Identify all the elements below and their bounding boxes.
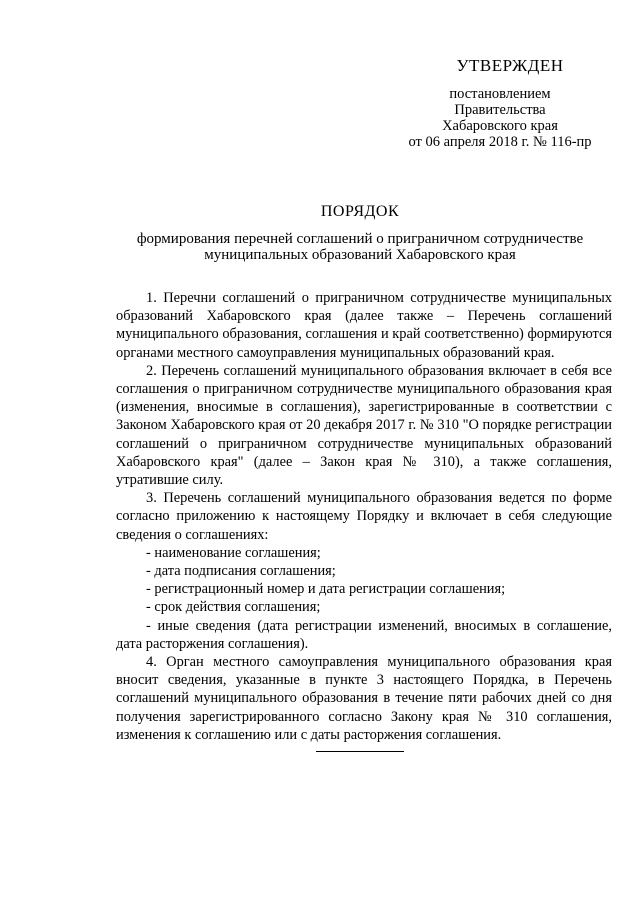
list-item-name: - наименование соглашения; bbox=[146, 544, 321, 561]
document-subtitle-line-2: муниципальных образований Хабаровского края bbox=[204, 247, 516, 263]
document-subtitle-line-1: формирования перечней соглашений о приграничном сотрудничестве bbox=[136, 231, 584, 247]
approved-heading: УТВЕРЖДЕН bbox=[456, 56, 564, 75]
approval-stamp bbox=[380, 56, 620, 150]
document-title: ПОРЯДОК bbox=[320, 203, 400, 220]
document-body bbox=[116, 289, 612, 744]
paragraph-1: 1. Перечни соглашений о приграничном сотрудничестве муниципальных образований Хабаровского края (далее также – Перечень соглашений муниципального образования, соглашения и край соответственно) формируются органами местного самоуправления муниципальных образований края. bbox=[116, 290, 612, 361]
approval-line-region: Хабаровского края bbox=[442, 118, 558, 134]
list-item-validity: - срок действия соглашения; bbox=[146, 599, 321, 616]
paragraph-4: 4. Орган местного самоуправления муниципального образования края вносит сведения, указанные в пункте 3 настоящего Порядка, в Перечень соглашений муниципального образования в течение пяти рабочих дней со дня получения зарегистрированного согласно Закону края № 310 соглашения, изменения к соглашению или с даты расторжения соглашения. bbox=[116, 654, 612, 743]
list-item-other-info: - иные сведения (дата регистрации изменений, вносимых в соглашение, дата расторжения соглашения). bbox=[116, 617, 612, 652]
list-item-signing-date: - дата подписания соглашения; bbox=[146, 563, 336, 580]
paragraph-3: 3. Перечень соглашений муниципального образования ведется по форме согласно приложению к настоящему Порядку и включает в себя следующие сведения о соглашениях: bbox=[116, 490, 612, 543]
approval-line-government: Правительства bbox=[454, 102, 546, 118]
end-of-document-rule bbox=[316, 751, 404, 752]
document-title-block bbox=[100, 203, 620, 263]
list-item-registration: - регистрационный номер и дата регистрации соглашения; bbox=[146, 581, 506, 598]
approval-line-resolution: постановлением bbox=[449, 86, 551, 102]
paragraph-2: 2. Перечень соглашений муниципального образования включает в себя все соглашения о приграничном сотрудничестве муниципального образования края (изменения, вносимые в соглашения), зарегистрированные в соответствии с Законом Хабаровского края от 20 декабря 2017 г. № 310 "О порядке регистрации соглашений о приграничном сотрудничестве муниципальных образований Хабаровского края" (далее – Закон края № 310), а также соглашения, утратившие силу. bbox=[116, 362, 612, 489]
approval-line-date-number: от 06 апреля 2018 г. № 116-пр bbox=[408, 134, 592, 150]
